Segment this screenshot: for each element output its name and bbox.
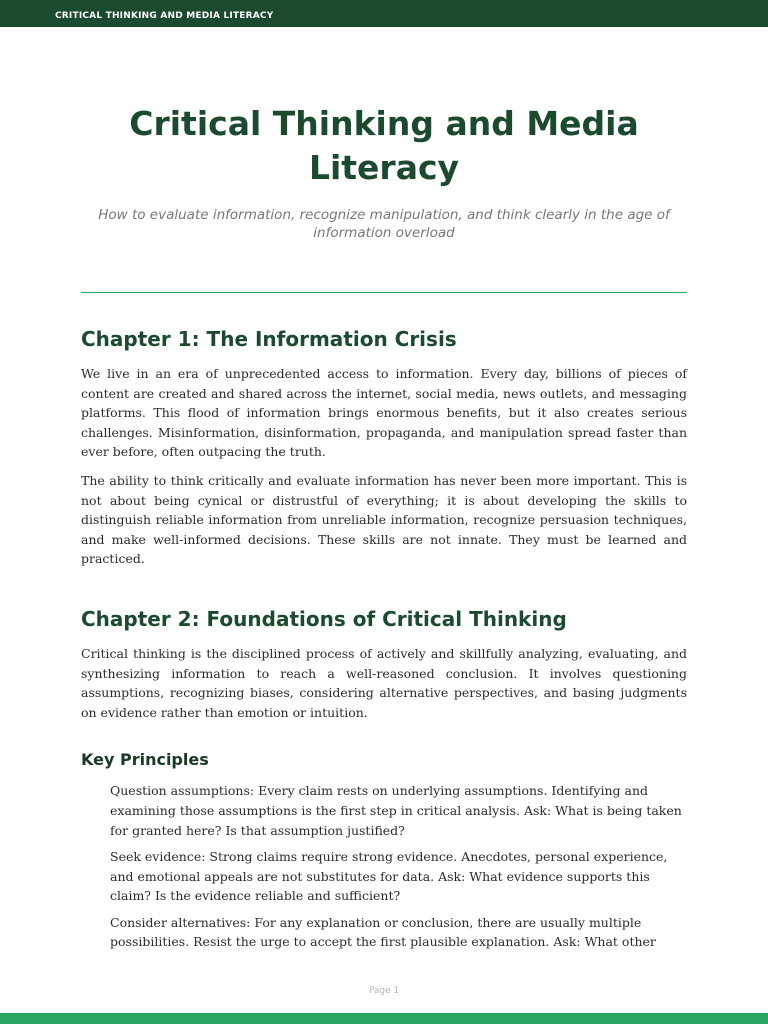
- chapter-1-heading: Chapter 1: The Information Crisis: [81, 327, 457, 351]
- key-principles-list: [81, 781, 687, 952]
- list-item: Question assumptions: Every claim rests on underlying assumptions. Identifying and examining those assumptions is the first step in critical analysis. Ask: What is being taken for granted here? Is that assumption justified?: [110, 783, 682, 838]
- key-principles-heading: Key Principles: [81, 750, 209, 770]
- list-item: Consider alternatives: For any explanation or conclusion, there are usually multiple possibilities. Resist the urge to accept the first plausible explanation. Ask: What other: [110, 914, 656, 950]
- list-item: Seek evidence: Strong claims require strong evidence. Anecdotes, personal experience, and emotional appeals are not substitutes for data. Ask: What evidence supports this claim? Is the evidence reliable and sufficient?: [110, 849, 668, 904]
- header-bar: [0, 0, 768, 27]
- title-divider: [81, 292, 687, 293]
- page-content: [81, 102, 687, 959]
- chapter-2-heading: Chapter 2: Foundations of Critical Thinking: [81, 606, 567, 631]
- footer-bar: [0, 1013, 768, 1024]
- chapter-2-paragraph: Critical thinking is the disciplined process of actively and skillfully analyzing, evaluating, and synthesizing information to reach a well-reasoned conclusion. It involves questioning assumptions, recognizing biases, considering alternative perspectives, and basing judgments on evidence rather than emotion or intuition.: [81, 645, 687, 720]
- chapter-1-paragraph: The ability to think critically and evaluate information has never been more important. This is not about being cynical or distrustful of everything; it is about developing the skills to distinguish reliable information from unreliable information, recognize persuasion techniques, and make well-informed decisions. These skills are not innate. They must be learned and practiced.: [81, 472, 687, 567]
- document-title: Critical Thinking and Media Literacy: [129, 104, 639, 187]
- running-title: CRITICAL THINKING AND MEDIA LITERACY: [55, 11, 274, 21]
- chapter-1-paragraph: We live in an era of unprecedented access to information. Every day, billions of pieces of content are created and shared across the internet, social media, news outlets, and messaging platforms. This flood of information brings enormous benefits, but it also creates serious challenges. Misinformation, disinformation, propaganda, and manipulation spread faster than ever before, often outpacing the truth.: [81, 366, 687, 460]
- page-number: Page 1: [368, 986, 400, 996]
- document-subtitle: How to evaluate information, recognize manipulation, and think clearly in the age of information overload: [98, 207, 670, 241]
